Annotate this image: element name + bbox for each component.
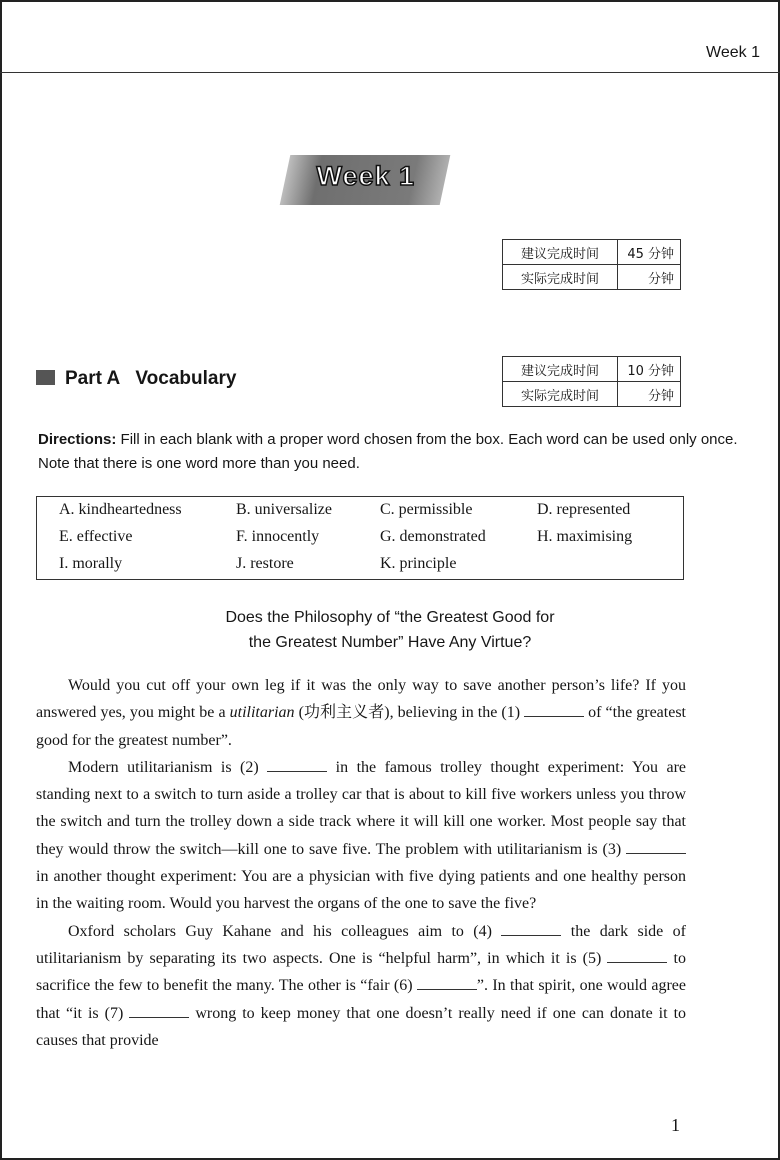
blank-2[interactable] <box>267 759 327 772</box>
blank-7[interactable] <box>129 1005 189 1018</box>
paragraph-2 <box>36 754 686 918</box>
word-option: D. represented <box>537 501 631 518</box>
directions <box>38 428 744 476</box>
time-table-part-a <box>502 356 681 407</box>
square-bullet-icon <box>36 370 55 385</box>
table-row <box>503 357 681 382</box>
text-run: the dark side of utilitarianism by separating its two aspects. One is “helpful harm”, in which it is (5) <box>36 922 686 967</box>
word-option: E. effective <box>59 528 133 545</box>
text-run: Would you cut off your own leg if it was the only way to save another person’s life? If you answered yes, you might be a <box>36 677 686 722</box>
text-run: in the famous trolley thought experiment: You are standing next to a switch to turn aside a trolley car that is about to kill five workers unless you throw the switch and turn the trolley down a side track where it will kill one worker. Most people say that they would throw the switch—kill one to save five. The problem with utilitarianism is (3) <box>36 758 686 858</box>
directions-label: Directions: <box>38 431 117 448</box>
time-table-week <box>502 239 681 290</box>
text-run: in another thought experiment: You are a physician with five dying patients and one healthy person in the waiting room. Would you harvest the organs of the one to save the five? <box>36 868 686 913</box>
article-body <box>36 672 686 1054</box>
word-box <box>36 496 684 580</box>
directions-text: Fill in each blank with a proper word chosen from the box. Each word can be used only once. Note that there is one word more than you need. <box>38 431 738 472</box>
suggested-time-value: 10 分钟 <box>618 357 681 382</box>
page-number: 1 <box>671 1115 680 1135</box>
text-run: ”. In that spirit, one would agree that “it is (7) <box>36 977 686 1022</box>
header-rule <box>0 72 780 73</box>
actual-time-value: 分钟 <box>618 382 681 407</box>
paragraph-1 <box>36 672 686 754</box>
text-run: Modern utilitarianism is (2) <box>68 758 268 776</box>
blank-4[interactable] <box>501 923 561 936</box>
text-run: (功利主义者), believing in the (1) <box>294 704 525 722</box>
word-option: I. morally <box>59 555 123 572</box>
actual-time-label: 实际完成时间 <box>503 265 618 290</box>
week-banner-title: Week 1 <box>316 161 416 191</box>
blank-6[interactable] <box>417 977 477 990</box>
text-run: to sacrifice the few to benefit the many. The other is “fair (6) <box>36 949 686 995</box>
word-option: K. principle <box>380 555 457 572</box>
table-row <box>503 265 681 290</box>
suggested-time-label: 建议完成时间 <box>503 240 618 265</box>
suggested-time-label: 建议完成时间 <box>503 357 618 382</box>
word-option: G. demonstrated <box>380 528 486 545</box>
blank-3[interactable] <box>626 841 686 854</box>
text-run: Oxford scholars Guy Kahane and his colleagues aim to (4) <box>68 922 502 940</box>
actual-time-value: 分钟 <box>618 265 681 290</box>
table-row <box>503 240 681 265</box>
word-option: H. maximising <box>537 528 633 545</box>
part-a-heading <box>36 368 236 390</box>
italic-term: utilitarian <box>229 704 295 722</box>
blank-1[interactable] <box>524 704 584 717</box>
part-a-heading-text: Part A Vocabulary <box>65 368 237 389</box>
suggested-time-value: 45 分钟 <box>618 240 681 265</box>
paragraph-3 <box>36 918 686 1054</box>
article-title-line-1: Does the Philosophy of “the Greatest Good for <box>225 609 555 626</box>
word-option: C. permissible <box>380 501 473 518</box>
text-run: of “the greatest good for the greatest number”. <box>36 704 686 749</box>
word-option: A. kindheartedness <box>59 501 182 518</box>
actual-time-label: 实际完成时间 <box>503 382 618 407</box>
word-option: B. universalize <box>236 501 332 518</box>
running-header: Week 1 <box>706 44 760 61</box>
table-row <box>503 382 681 407</box>
article-title-line-2: the Greatest Number” Have Any Virtue? <box>248 634 532 651</box>
word-option: F. innocently <box>236 528 320 545</box>
word-option: J. restore <box>236 555 294 572</box>
week-banner <box>280 155 451 205</box>
blank-5[interactable] <box>607 950 667 963</box>
text-run: wrong to keep money that one doesn’t really need if one can donate it to causes that provide <box>36 1004 687 1049</box>
